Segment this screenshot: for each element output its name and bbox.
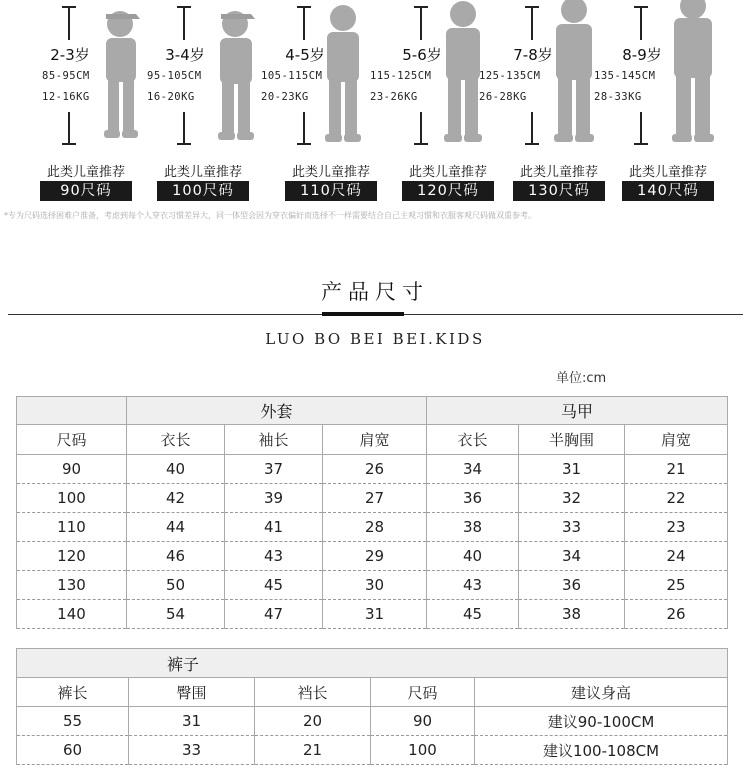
table-cell: 50 [127, 571, 225, 600]
table-cell: 31 [323, 600, 427, 629]
table-cell: 90 [17, 455, 127, 484]
table-row [17, 484, 728, 513]
guide-line [68, 112, 70, 144]
guide-line [640, 112, 642, 144]
weight-range: 12-16KG [42, 91, 90, 103]
weight-range: 23-26KG [370, 91, 418, 103]
table-cell: 31 [129, 707, 255, 736]
recommend-text: 此类儿童推荐 [163, 165, 242, 180]
size-badge: 120尺码 [402, 181, 494, 201]
guide-line [303, 6, 305, 40]
table-cell: 建议90-100CM [475, 707, 728, 736]
age-label: 4-5岁 [285, 46, 325, 64]
table-cell: 28 [323, 513, 427, 542]
table-cell: 23 [625, 513, 728, 542]
table-cell: 33 [519, 513, 625, 542]
recommend-text: 此类儿童推荐 [628, 165, 707, 180]
table-cell: 36 [427, 484, 519, 513]
height-range: 95-105CM [147, 70, 202, 82]
table-cell: 100 [371, 736, 475, 765]
guide-line [531, 6, 533, 40]
height-range: 115-125CM [370, 70, 432, 82]
table-cell: 36 [519, 571, 625, 600]
table-cell: 37 [225, 455, 323, 484]
column-header: 袖长 [225, 425, 323, 455]
size-badge: 90尺码 [40, 181, 132, 201]
guide-line [640, 6, 642, 40]
age-label: 3-4岁 [165, 46, 205, 64]
column-header: 裆长 [255, 678, 371, 707]
table-cell: 38 [427, 513, 519, 542]
table-cell: 33 [129, 736, 255, 765]
table-cell: 38 [519, 600, 625, 629]
guide-line [531, 112, 533, 144]
table-cell: 42 [127, 484, 225, 513]
table-cell: 47 [225, 600, 323, 629]
table-cell: 41 [225, 513, 323, 542]
table-cell: 26 [625, 600, 728, 629]
table-group-row [17, 649, 728, 678]
table-cell: 34 [427, 455, 519, 484]
size-note: *专为尺码选择困难户准备，考虑到每个人穿衣习惯差异大，同一体型会因为穿衣偏好而选择不一样需要结合自己主观习惯和衣服客观尺码做双重参考。 [4, 211, 536, 220]
table-group-row [17, 397, 728, 425]
table-cell: 60 [17, 736, 129, 765]
group-header-pants: 裤子 [17, 649, 728, 678]
age-col-120 [370, 0, 517, 215]
age-col-90 [40, 0, 165, 215]
group-header-jacket: 外套 [127, 397, 427, 425]
table-row [17, 455, 728, 484]
size-badge: 130尺码 [513, 181, 605, 201]
table-cell: 34 [519, 542, 625, 571]
column-header: 尺码 [17, 425, 127, 455]
jacket-vest-size-table [16, 396, 728, 629]
guide-tick [62, 143, 76, 145]
recommend-text: 此类儿童推荐 [46, 165, 125, 180]
table-cell: 46 [127, 542, 225, 571]
table-header-row [17, 678, 728, 707]
age-col-140 [594, 0, 737, 215]
table-row [17, 736, 728, 765]
recommend-text: 此类儿童推荐 [291, 165, 370, 180]
table-cell: 43 [225, 542, 323, 571]
table-cell: 40 [427, 542, 519, 571]
unit-label: 单位:cm [556, 371, 607, 386]
guide-line [68, 6, 70, 40]
table-cell: 27 [323, 484, 427, 513]
column-header: 肩宽 [625, 425, 728, 455]
brand-name: LUO BO BEI BEI.KIDS [265, 330, 485, 348]
table-cell: 30 [323, 571, 427, 600]
table-cell: 100 [17, 484, 127, 513]
age-label: 8-9岁 [622, 46, 662, 64]
age-col-100 [147, 0, 280, 215]
divider-accent [322, 312, 404, 316]
table-cell: 26 [323, 455, 427, 484]
column-header: 建议身高 [475, 678, 728, 707]
column-header: 裤长 [17, 678, 129, 707]
age-label: 2-3岁 [50, 46, 90, 64]
size-badge: 140尺码 [622, 181, 714, 201]
table-cell: 32 [519, 484, 625, 513]
recommend-text: 此类儿童推荐 [408, 165, 487, 180]
table-cell: 45 [427, 600, 519, 629]
age-label: 7-8岁 [513, 46, 553, 64]
table-cell: 20 [255, 707, 371, 736]
child-silhouette-icon [658, 0, 728, 150]
table-cell: 40 [127, 455, 225, 484]
table-cell: 110 [17, 513, 127, 542]
table-cell: 25 [625, 571, 728, 600]
height-range: 85-95CM [42, 70, 90, 82]
section-title: 产品尺寸 [321, 280, 429, 304]
table-cell: 22 [625, 484, 728, 513]
weight-range: 16-20KG [147, 91, 195, 103]
group-header-vest: 马甲 [427, 397, 728, 425]
weight-range: 26-28KG [479, 91, 527, 103]
table-cell: 39 [225, 484, 323, 513]
guide-line [303, 112, 305, 144]
table-cell: 44 [127, 513, 225, 542]
table-cell: 31 [519, 455, 625, 484]
table-row [17, 600, 728, 629]
child-silhouette-icon [203, 0, 267, 150]
column-header: 半胸围 [519, 425, 625, 455]
height-range: 125-135CM [479, 70, 541, 82]
guide-line [183, 112, 185, 144]
table-cell: 54 [127, 600, 225, 629]
table-header-row [17, 425, 728, 455]
column-header: 尺码 [371, 678, 475, 707]
table-cell: 45 [225, 571, 323, 600]
table-cell: 建议100-108CM [475, 736, 728, 765]
column-header: 臀围 [129, 678, 255, 707]
table-row [17, 513, 728, 542]
guide-tick [177, 143, 191, 145]
guide-tick [525, 143, 539, 145]
weight-range: 20-23KG [261, 91, 309, 103]
table-cell: 43 [427, 571, 519, 600]
pants-size-table [16, 648, 728, 765]
size-badge: 110尺码 [285, 181, 377, 201]
table-row [17, 571, 728, 600]
child-silhouette-icon [92, 0, 152, 150]
table-cell: 24 [625, 542, 728, 571]
table-row [17, 707, 728, 736]
column-header: 衣长 [127, 425, 225, 455]
age-label: 5-6岁 [402, 46, 442, 64]
table-corner [17, 397, 127, 425]
table-cell: 140 [17, 600, 127, 629]
height-range: 105-115CM [261, 70, 323, 82]
table-cell: 90 [371, 707, 475, 736]
table-cell: 21 [255, 736, 371, 765]
table-row [17, 542, 728, 571]
column-header: 衣长 [427, 425, 519, 455]
table-cell: 29 [323, 542, 427, 571]
guide-tick [414, 143, 428, 145]
height-range: 135-145CM [594, 70, 656, 82]
size-badge: 100尺码 [157, 181, 249, 201]
age-col-130 [479, 0, 628, 215]
column-header: 肩宽 [323, 425, 427, 455]
recommend-text: 此类儿童推荐 [519, 165, 598, 180]
age-col-110 [261, 0, 400, 215]
guide-tick [634, 143, 648, 145]
age-size-guide [0, 0, 750, 220]
guide-line [183, 6, 185, 40]
weight-range: 28-33KG [594, 91, 642, 103]
table-cell: 120 [17, 542, 127, 571]
guide-line [420, 6, 422, 40]
table-cell: 55 [17, 707, 129, 736]
guide-line [420, 112, 422, 144]
table-cell: 130 [17, 571, 127, 600]
table-cell: 21 [625, 455, 728, 484]
guide-tick [297, 143, 311, 145]
